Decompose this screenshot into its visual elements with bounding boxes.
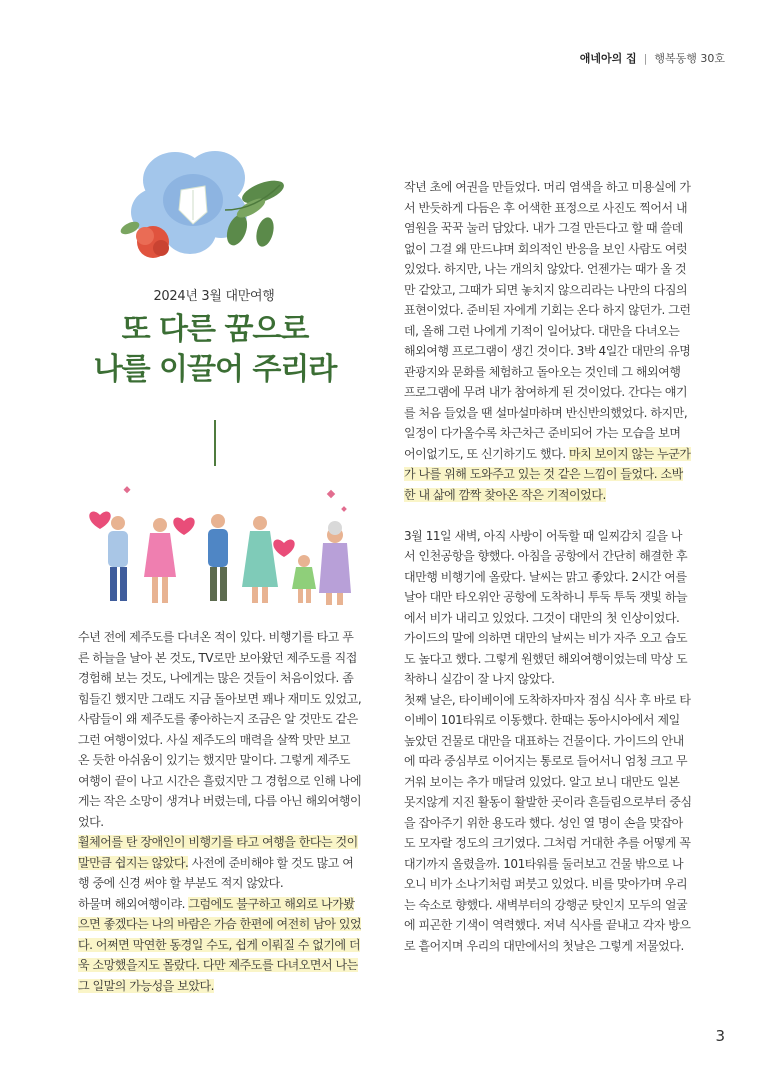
- paragraph: 3월 11일 새벽, 아직 사방이 어둑할 때 일찌감치 길을 나서 인천공항을 향했다. 아침을 공항에서 간단히 해결한 후 대만행 비행기에 올랐다. 날씨는 맑고 좋았다. 2시간 여를 날아 대만 타오위안 공항에 도착하니 투둑 투둑 잿빛 하늘에서 비가 내리고 있었다. 그것이 대만의 첫 인상이었다. 가이드의 말에 의하면 대만의 날씨는 비가 자주 오고 습도도 높다고 했다. 그렇게 원했던 해외여행이었는데 막상 도착하니 실감이 잘 나지 않았다.: [404, 528, 688, 686]
- header-separator: |: [643, 51, 648, 65]
- article-title: [60, 310, 370, 390]
- paragraph: 첫째 날은, 타이베이에 도착하자마자 점심 식사 후 바로 타이베이 101타워로 이동했다. 한때는 동아시아에서 제일 높았던 건물로 대만을 대표하는 건물이다. 가이드의 안내에 따라 중심부로 이어지는 통로로 들어서니 엄청 크고 무거워 보이는 추가 매달려 있었다. 알고 보니 대만도 일본 못지않게 지진 활동이 활발한 곳이라 흔들림으로부터 중심을 잡아주기 위한 용도라 했다. 성인 열 명이 손을 맞잡아도 모자랄 정도의 크기였다. 그처럼 거대한 추를 어떻게 꼭대기까지 올렸을까. 101타워를 둘러보고 건물 밖으로 나오니 비가 소나기처럼 퍼붓고 있었다. 비를 맞아가며 우리는 숙소로 향했다. 새벽부터의 강행군 탓인지 모두의 얼굴에 피곤한 기색이 역력했다. 저녁 식사를 끝내고 각자 방으로 흩어지며 우리의 대만에서의 첫날은 그렇게 저물었다.: [404, 692, 692, 953]
- publisher-name: 애네아의 집: [579, 52, 637, 65]
- article-subtitle: 2024년 3월 대만여행: [153, 289, 275, 304]
- paragraph-text: 사전에 준비해야 할 것도 많고 여행 중에 신경 써야 할 부분도 적지 않았다.: [78, 855, 354, 890]
- paragraph: [78, 832, 363, 894]
- paragraph-text: 하물며 해외여행이랴.: [78, 896, 189, 911]
- paragraph: [78, 894, 363, 997]
- people-holding-hearts-illustration: [80, 485, 355, 610]
- title-line-1: 또 다른 꿈으로: [121, 312, 309, 347]
- highlighted-text: 그럼에도 불구하고 해외로 나가봤으면 좋겠다는 나의 바람은 가슴 한편에 여전히 남아 있었다. 어쩌면 막연한 동경일 수도, 쉽게 이뤄질 수 없기에 더욱 소망했을지도 몰랐다. 다만 제주도를 다녀오면서 나는 그 일말의 가능성을 보았다.: [78, 896, 362, 993]
- highlighted-text: 마치 보이지 않는 누군가가 나를 위해 도와주고 있는 것 같은 느낌이 들었다. 소박한 내 삶에 깜짝 찾아온 작은 기적이었다.: [404, 446, 691, 502]
- issue-label: 행복동행 30호: [654, 52, 725, 65]
- highlighted-text: 휠체어를 탄 장애인이 비행기를 타고 여행을 한다는 것이 말만큼 쉽지는 않았다.: [78, 835, 358, 870]
- flower-illustration: [115, 150, 295, 265]
- paragraph: 수년 전에 제주도를 다녀온 적이 있다. 비행기를 타고 푸른 하늘을 날아 본 것도, TV로만 보아왔던 제주도를 직접 경험해 보는 것도, 나에게는 많은 것들이 처음이었다. 좀 힘들긴 했지만 그래도 지금 돌아보면 꽤나 재미도 있었고, 사람들이 왜 제주도를 좋아하는지 조금은 알 것만도 같은 그런 여행이었다. 사실 제주도의 매력을 살짝 맛만 보고 온 듯한 아쉬움이 있기는 했지만 말이다. 그렇게 제주도 여행이 끝이 나고 시간은 흘렀지만 그 경험으로 인해 나에게는 작은 소망이 생겨나 버렸는데, 다름 아닌 해외여행이었다.: [78, 630, 362, 829]
- right-text-column: [404, 177, 692, 956]
- title-line-2: 나를 이끌어 주리라: [93, 352, 337, 387]
- paragraph: [404, 177, 692, 505]
- left-text-column: [78, 627, 363, 996]
- title-divider: [214, 420, 216, 466]
- page-number: 3: [715, 1027, 725, 1045]
- running-header: [580, 50, 725, 66]
- paragraph-gap: [404, 505, 692, 526]
- paragraph-text: 작년 초에 여권을 만들었다. 머리 염색을 하고 미용실에 가서 반듯하게 다듬은 후 어색한 표정으로 사진도 찍어서 내 염원을 꾹꾹 눌러 담았다. 내가 그걸 만든다고 할 때 쓸데없이 그걸 왜 만드냐며 회의적인 반응을 보인 사람도 여럿 있었다. 하지만, 나는 개의치 않았다. 언젠가는 때가 올 것만 같았고, 그때가 되면 놓치지 않으리라는 나만의 다짐의 표현이었다. 준비된 자에게 기회는 온다 하지 않던가. 그런데, 올해 그런 나에게 기적이 일어났다. 대만을 다녀오는 해외여행 프로그램이 생긴 것이다. 3박 4일간 대만의 유명 관광지와 문화를 체험하고 돌아오는 것인데 그 해외여행 프로그램에 무려 내가 참여하게 된 것이었다. 간다는 얘기를 처음 들었을 땐 설마설마하며 반신반의했었다. 하지만, 일정이 다가올수록 차근차근 준비되어 가는 모습을 보며 어이없기도, 또 신기하기도 했다.: [404, 180, 691, 461]
